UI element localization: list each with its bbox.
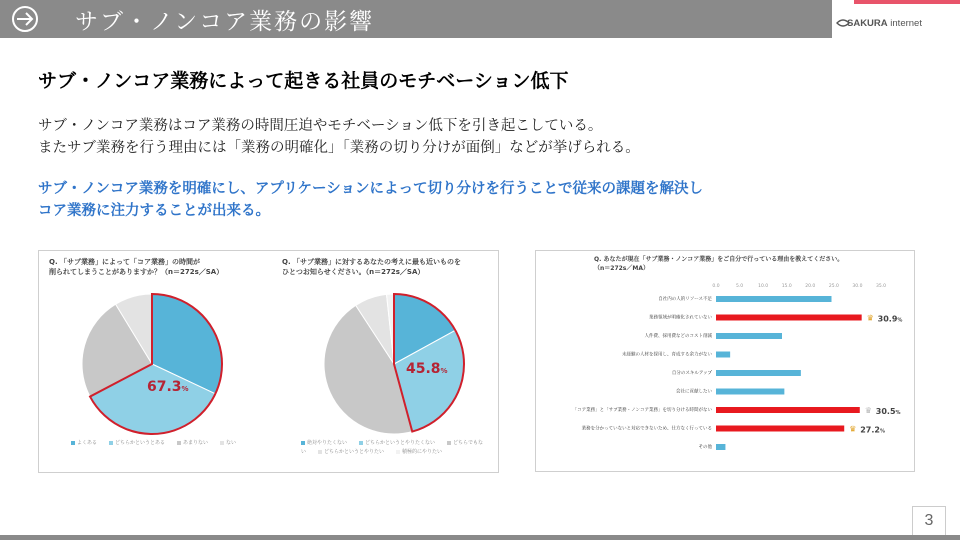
company-logo [832,0,960,38]
legend-swatch [318,450,322,454]
bar-category-label-1: 業務領域が明確化されていない [649,315,712,321]
x-tick-1: 5.0 [735,284,744,289]
bar-chart [536,279,914,469]
legend-swatch [220,441,224,445]
pie2-highlight-value: 45.8% [406,361,448,377]
logo-stripe [854,0,960,4]
bar-7 [716,426,844,432]
bar-category-label-8: その他 [698,445,712,450]
highlight-text [38,178,703,222]
pie1-legend-item-3 [220,440,242,446]
pie1-legend-item-2 [177,440,214,446]
pie1-highlight-value: 67.3% [147,379,189,395]
bar-value-label-1: 30.9% [877,314,903,324]
pie2-legend [301,439,491,457]
crown-icon: ♛ [866,313,874,323]
crown-icon: ♛ [849,424,857,434]
header-bar [0,0,960,38]
legend-label: どちらかというとやりたい [324,449,385,455]
body-text [38,115,640,159]
legend-label: どちらでもない [301,440,483,455]
legend-label: 絶対やりたくない [307,440,348,446]
pie1-legend-item-0 [71,440,103,446]
bar-category-label-6: 「コア業務」と「サブ業務・ノンコア業務」を切り分ける時間がない [572,408,712,413]
pie2-question: Q. 「サブ業務」に対するあなたの考えに最も近いものを ひとつお知らせください。（n＝272s／SA） [282,258,462,276]
x-tick-5: 25.0 [828,284,839,289]
x-tick-3: 15.0 [781,284,792,289]
body-line-1: サブ・ノンコア業務はコア業務の時間圧迫やモチベーション低下を引き起こしている。 [38,118,603,134]
legend-swatch [359,441,363,445]
x-tick-4: 20.0 [805,284,816,289]
pie2-legend-item-1 [359,440,441,446]
bar-question: Q. あなたが現在「サブ業務・ノンコア業務」をご自分で行っている理由を教えてください。 （n＝272s／MA） [594,256,844,272]
highlight-line-1: サブ・ノンコア業務を明確にし、アプリケーションによって切り分けを行うことで従来の課題を解決し [38,181,703,197]
bar-category-label-4: 自分のスキルアップ [671,371,712,376]
pie2-legend-item-3 [318,449,390,455]
section-heading: サブ・ノンコア業務によって起きる社員のモチベーション低下 [38,70,569,92]
pie1-question: Q. 「サブ業務」によって「コア業務」の時間が 削られてしまうことがありますか？（n＝272s／SA） [49,258,224,276]
logo-text: SAKURA internet [847,18,922,29]
legend-swatch [396,450,400,454]
footer-bar [0,535,960,540]
x-tick-7: 35.0 [875,284,887,289]
pie2-legend-item-4 [396,449,448,455]
bar-category-label-3: 未経験の人材を採用し、育成する余力がない [622,352,712,358]
x-tick-6: 30.0 [852,284,863,289]
bar-4 [716,370,801,376]
x-tick-2: 10.0 [758,284,769,289]
bar-5 [716,389,784,395]
bar-value-label-7: 27.2% [860,425,885,435]
highlight-line-2: コア業務に注力することが出来る。 [38,203,270,219]
arrow-circle-icon [8,5,42,33]
bar-6 [716,407,860,413]
pie-chart-1 [79,291,225,437]
x-tick-0: 0.0 [712,284,720,289]
page-title: サブ・ノンコア業務の影響 [75,9,375,35]
legend-label: どちらかというとある [115,440,166,446]
legend-swatch [301,441,305,445]
bar-chart-panel [535,250,915,472]
bar-8 [716,444,725,450]
bar-value-label-6: 30.5% [875,407,901,416]
body-line-2: またサブ業務を行う理由には「業務の明確化」「業務の切り分けが面倒」などが挙げられる。 [38,140,640,156]
bar-category-label-2: 人件費、採用費などのコスト削減 [644,334,712,339]
pie2-legend-item-0 [301,440,353,446]
legend-label: 積極的にやりたい [402,449,443,455]
bar-2 [716,333,782,339]
legend-label: ない [226,440,237,446]
pie1-legend-item-1 [109,440,171,446]
bar-1 [716,315,862,321]
bar-0 [716,296,832,302]
legend-swatch [109,441,113,445]
bar-3 [716,352,730,358]
page-number: 3 [912,506,946,536]
legend-swatch [447,441,451,445]
legend-swatch [71,441,75,445]
legend-label: あまりない [183,440,209,446]
bar-category-label-5: 会社に貢献したい [676,389,712,395]
crown-icon: ♛ [864,406,872,415]
pie1-legend [71,439,248,446]
bar-category-label-0: 自社内の人的リソース不足 [658,297,712,302]
legend-swatch [177,441,181,445]
legend-label: よくある [77,440,98,446]
legend-label: どちらかというとやりたくない [365,440,436,446]
bar-category-label-7: 業務を分かっていないと対応できないため、仕方なく行っている [581,426,712,432]
pie-charts-panel [38,250,499,473]
